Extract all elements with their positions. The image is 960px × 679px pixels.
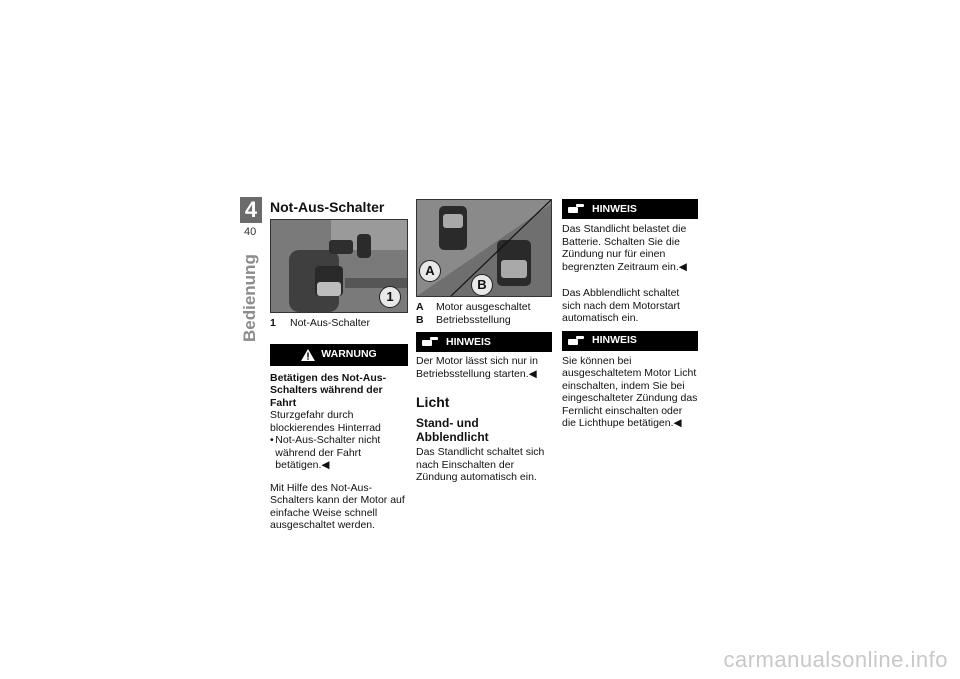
warning-heading: Betätigen des Not-Aus-Schalters während der Fahrt <box>270 371 387 409</box>
caption-text: Not-Aus-Schalter <box>290 317 370 329</box>
page-number: 40 <box>244 226 257 238</box>
column-2 <box>416 199 552 484</box>
notice-label: HINWEIS <box>592 334 637 347</box>
warning-body: Sturzgefahr durch blockierendes Hinterrad <box>270 409 381 434</box>
figure-emergency-switch <box>270 219 408 313</box>
figure-caption-b <box>416 314 552 327</box>
caption-text: Betriebsstellung <box>436 313 511 326</box>
watermark: carmanualsonline.info <box>723 647 948 672</box>
body-paragraph: Das Standlicht schaltet sich nach Einschalten der Zündung automatisch ein. <box>416 446 545 483</box>
caption-text: Motor ausgeschaltet <box>436 301 531 313</box>
warning-bullet-text: Not-Aus-Schalter nicht während der Fahrt betätigen.◀ <box>275 434 381 471</box>
chapter-tab: Bedienung <box>240 254 259 342</box>
pointing-hand-icon <box>568 335 584 347</box>
chapter-number: 4 <box>240 197 262 223</box>
caption-key: B <box>416 313 424 326</box>
notice-bar-1 <box>562 199 698 219</box>
notice-bar <box>416 332 552 352</box>
subsection-title: Stand- und Abblendlicht <box>416 416 489 444</box>
body-paragraph: Mit Hilfe des Not-Aus-Schalters kann der Motor auf einfache Weise schnell ausgeschaltet werden. <box>270 481 405 531</box>
warning-bullet: • Not-Aus-Schalter nicht während der Fahrt betätigen.◀ <box>270 434 408 472</box>
figure-switch-positions <box>416 199 552 297</box>
pointing-hand-icon <box>568 203 584 215</box>
body-paragraph: Das Abblendlicht schaltet sich nach dem Motorstart automatisch ein. <box>562 287 680 324</box>
section-title-licht: Licht <box>416 394 450 410</box>
caption-key: A <box>416 301 424 313</box>
notice-label: HINWEIS <box>446 335 491 348</box>
warning-label: WARNUNG <box>321 348 377 361</box>
warning-bar <box>270 344 408 366</box>
warning-triangle-icon <box>301 349 315 361</box>
column-1 <box>270 199 408 532</box>
pointing-hand-icon <box>422 336 438 348</box>
notice-text-2: Sie können bei ausgeschaltetem Motor Licht einschalten, indem Sie bei eingeschalteter Zündung das Fernlicht einschalten oder die Lichthupe betätigen.◀ <box>562 354 698 429</box>
section-title: Not-Aus-Schalter <box>270 199 385 215</box>
notice-text: Der Motor lässt sich nur in Betriebsstellung starten.◀ <box>416 355 538 380</box>
figure-callout-b: B <box>471 274 493 296</box>
figure-caption <box>270 317 408 330</box>
notice-text-1: Das Standlicht belastet die Batterie. Schalten Sie die Zündung nur für einen begrenzten Zeitraum ein.◀ <box>562 223 687 273</box>
figure-callout-1: 1 <box>379 286 401 308</box>
caption-key: 1 <box>270 317 276 329</box>
notice-label: HINWEIS <box>592 202 637 215</box>
figure-caption-a <box>416 301 552 314</box>
column-3 <box>562 199 698 430</box>
figure-callout-a: A <box>419 260 441 282</box>
notice-bar-2 <box>562 331 698 351</box>
